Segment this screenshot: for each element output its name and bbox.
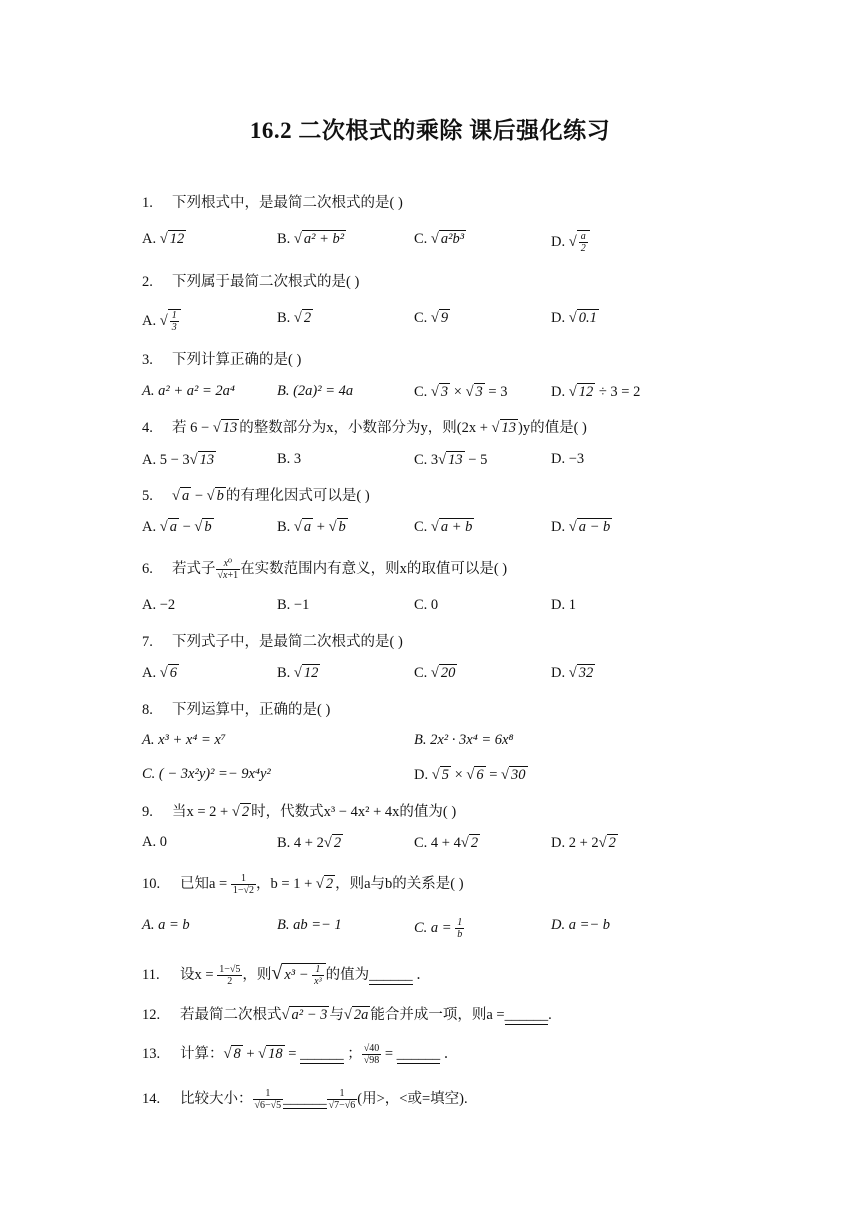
option-b[interactable]: B. √ a² + b² [277, 231, 345, 247]
options-q2 [142, 309, 702, 333]
option-a[interactable]: A. 5 − 3√ 13 [142, 452, 215, 468]
question-9: 9. 当x = 2 + √ 2 时，代数式x³ − 4x² + 4x的值为( ) [142, 804, 457, 820]
option-b[interactable]: B. √ 12 [277, 665, 319, 681]
answer-blank-1[interactable]: ______ [300, 1046, 344, 1062]
option-d[interactable]: D. 2 + 2√ 2 [551, 835, 616, 851]
answer-blank[interactable]: ______ [369, 967, 413, 983]
question-3: 3. 下列计算正确的是( ) [142, 352, 302, 368]
question-12: 12. 若最简二次根式√ a² − 3 与√ 2a 能合并成一项，则a =______. [142, 1007, 552, 1023]
option-d[interactable]: D. a =− b [551, 917, 611, 933]
option-d[interactable]: D. √ 12 ÷ 3 = 2 [551, 384, 641, 400]
question-7: 7. 下列式子中，是最简二次根式的是( ) [142, 634, 403, 650]
question-4: 4. 若 6 − √ 13 的整数部分为x，小数部分为y，则(2x + √ 13 )y的值是( ) [142, 420, 587, 436]
option-d[interactable]: D. √ a − b [551, 519, 611, 535]
option-b[interactable]: B. (2a)² = 4a [277, 383, 354, 399]
option-c[interactable]: C. a = $\frac{1}{b}$ [414, 917, 463, 940]
option-c[interactable]: C. √ 3 × √ 3 = 3 [414, 384, 508, 400]
question-13: 13. 计算：√ 8 + √ 18 = ______ ； $\frac{√40}{√98}$ = ______ ． [142, 1043, 459, 1067]
option-b[interactable]: B. −1 [277, 597, 310, 613]
option-d[interactable]: D. −3 [551, 451, 585, 467]
question-1: 1. 下列根式中，是最简二次根式的是( ) [142, 195, 403, 211]
option-d[interactable]: D. 1 [551, 597, 576, 613]
option-c[interactable]: C. √ 20 [414, 665, 456, 681]
answer-blank[interactable]: ______ [504, 1007, 549, 1023]
answer-blank[interactable]: ______ [283, 1091, 327, 1107]
option-b[interactable]: B. √ a + √ b [277, 519, 346, 535]
option-a[interactable]: A. √ a − √ b [142, 519, 212, 535]
option-b[interactable]: B. ab =− 1 [277, 917, 342, 933]
option-c[interactable]: C. √ a + b [414, 519, 473, 535]
answer-blank-2[interactable]: ______ [396, 1046, 441, 1062]
options-q8-row2 [142, 766, 702, 790]
option-c[interactable]: C. √ a²b³ [414, 231, 465, 247]
question-6: 6. 若式子 $\frac{\text{x⁰}}{√x+1}$ 在实数范围内有意义，则x的取值可以是( ) [142, 558, 508, 582]
option-d[interactable]: D. √ 32 [551, 665, 594, 681]
option-d[interactable]: D. √ 5 × √ 6 = √ 30 [414, 767, 526, 783]
option-a[interactable]: A. −2 [142, 597, 176, 613]
option-a[interactable]: A. x³ + x⁴ = x⁷ [142, 732, 226, 748]
question-14: 14. 比较大小： $\frac{1}{√6-√5}$ ______ $\frac{1}{√7-√6}$ (用>，<或=填空). [142, 1088, 468, 1112]
option-b[interactable]: B. 2x² · 3x⁴ = 6x⁸ [414, 732, 514, 748]
option-d[interactable]: D. √ 0.1 [551, 310, 597, 326]
option-a[interactable]: A. √ $\frac{1}{3}$ [142, 309, 181, 333]
option-a[interactable]: A. a = b [142, 917, 190, 933]
option-c[interactable]: C. 3√ 13 − 5 [414, 452, 488, 468]
options-q4 [142, 451, 702, 475]
option-d[interactable]: D. √ $\frac{a}{2}$ [551, 230, 590, 254]
options-q1 [142, 230, 702, 254]
options-q8-row1 [142, 732, 702, 756]
option-a[interactable]: A. √ 6 [142, 665, 177, 681]
question-2: 2. 下列属于最简二次根式的是( ) [142, 274, 360, 290]
option-b[interactable]: B. 4 + 2√ 2 [277, 835, 342, 851]
options-q9 [142, 834, 702, 858]
option-a[interactable]: A. √ 12 [142, 231, 185, 247]
option-c[interactable]: C. √ 9 [414, 310, 449, 326]
options-q5 [142, 518, 702, 542]
question-5: 5. √ a − √ b 的有理化因式可以是( ) [142, 488, 370, 504]
options-q6 [142, 597, 702, 621]
options-q3 [142, 383, 702, 407]
option-a[interactable]: A. a² + a² = 2a⁴ [142, 383, 235, 399]
options-q10 [142, 917, 702, 941]
question-8: 8. 下列运算中，正确的是( ) [142, 702, 331, 718]
option-a[interactable]: A. 0 [142, 834, 167, 850]
option-b[interactable]: B. √ 2 [277, 310, 312, 326]
options-q7 [142, 664, 702, 688]
option-b[interactable]: B. 3 [277, 451, 302, 467]
option-c[interactable]: C. 0 [414, 597, 439, 613]
page-title: 16.2 二次根式的乘除 课后强化练习 [249, 118, 611, 143]
question-11: 11. 设x = $\frac{1-√5}{2}$ ，则√ x³ − $\frac{1}{\text{x³}}$ 的值为______ ． [142, 962, 431, 988]
question-10: 10. 已知a = $\frac{1}{1-√2}$ ，b = 1 + √ 2 ，则a与b的关系是( ) [142, 873, 464, 897]
option-c[interactable]: C. 4 + 4√ 2 [414, 835, 479, 851]
option-c[interactable]: C. ( − 3x²y)² =− 9x⁴y² [142, 766, 271, 782]
